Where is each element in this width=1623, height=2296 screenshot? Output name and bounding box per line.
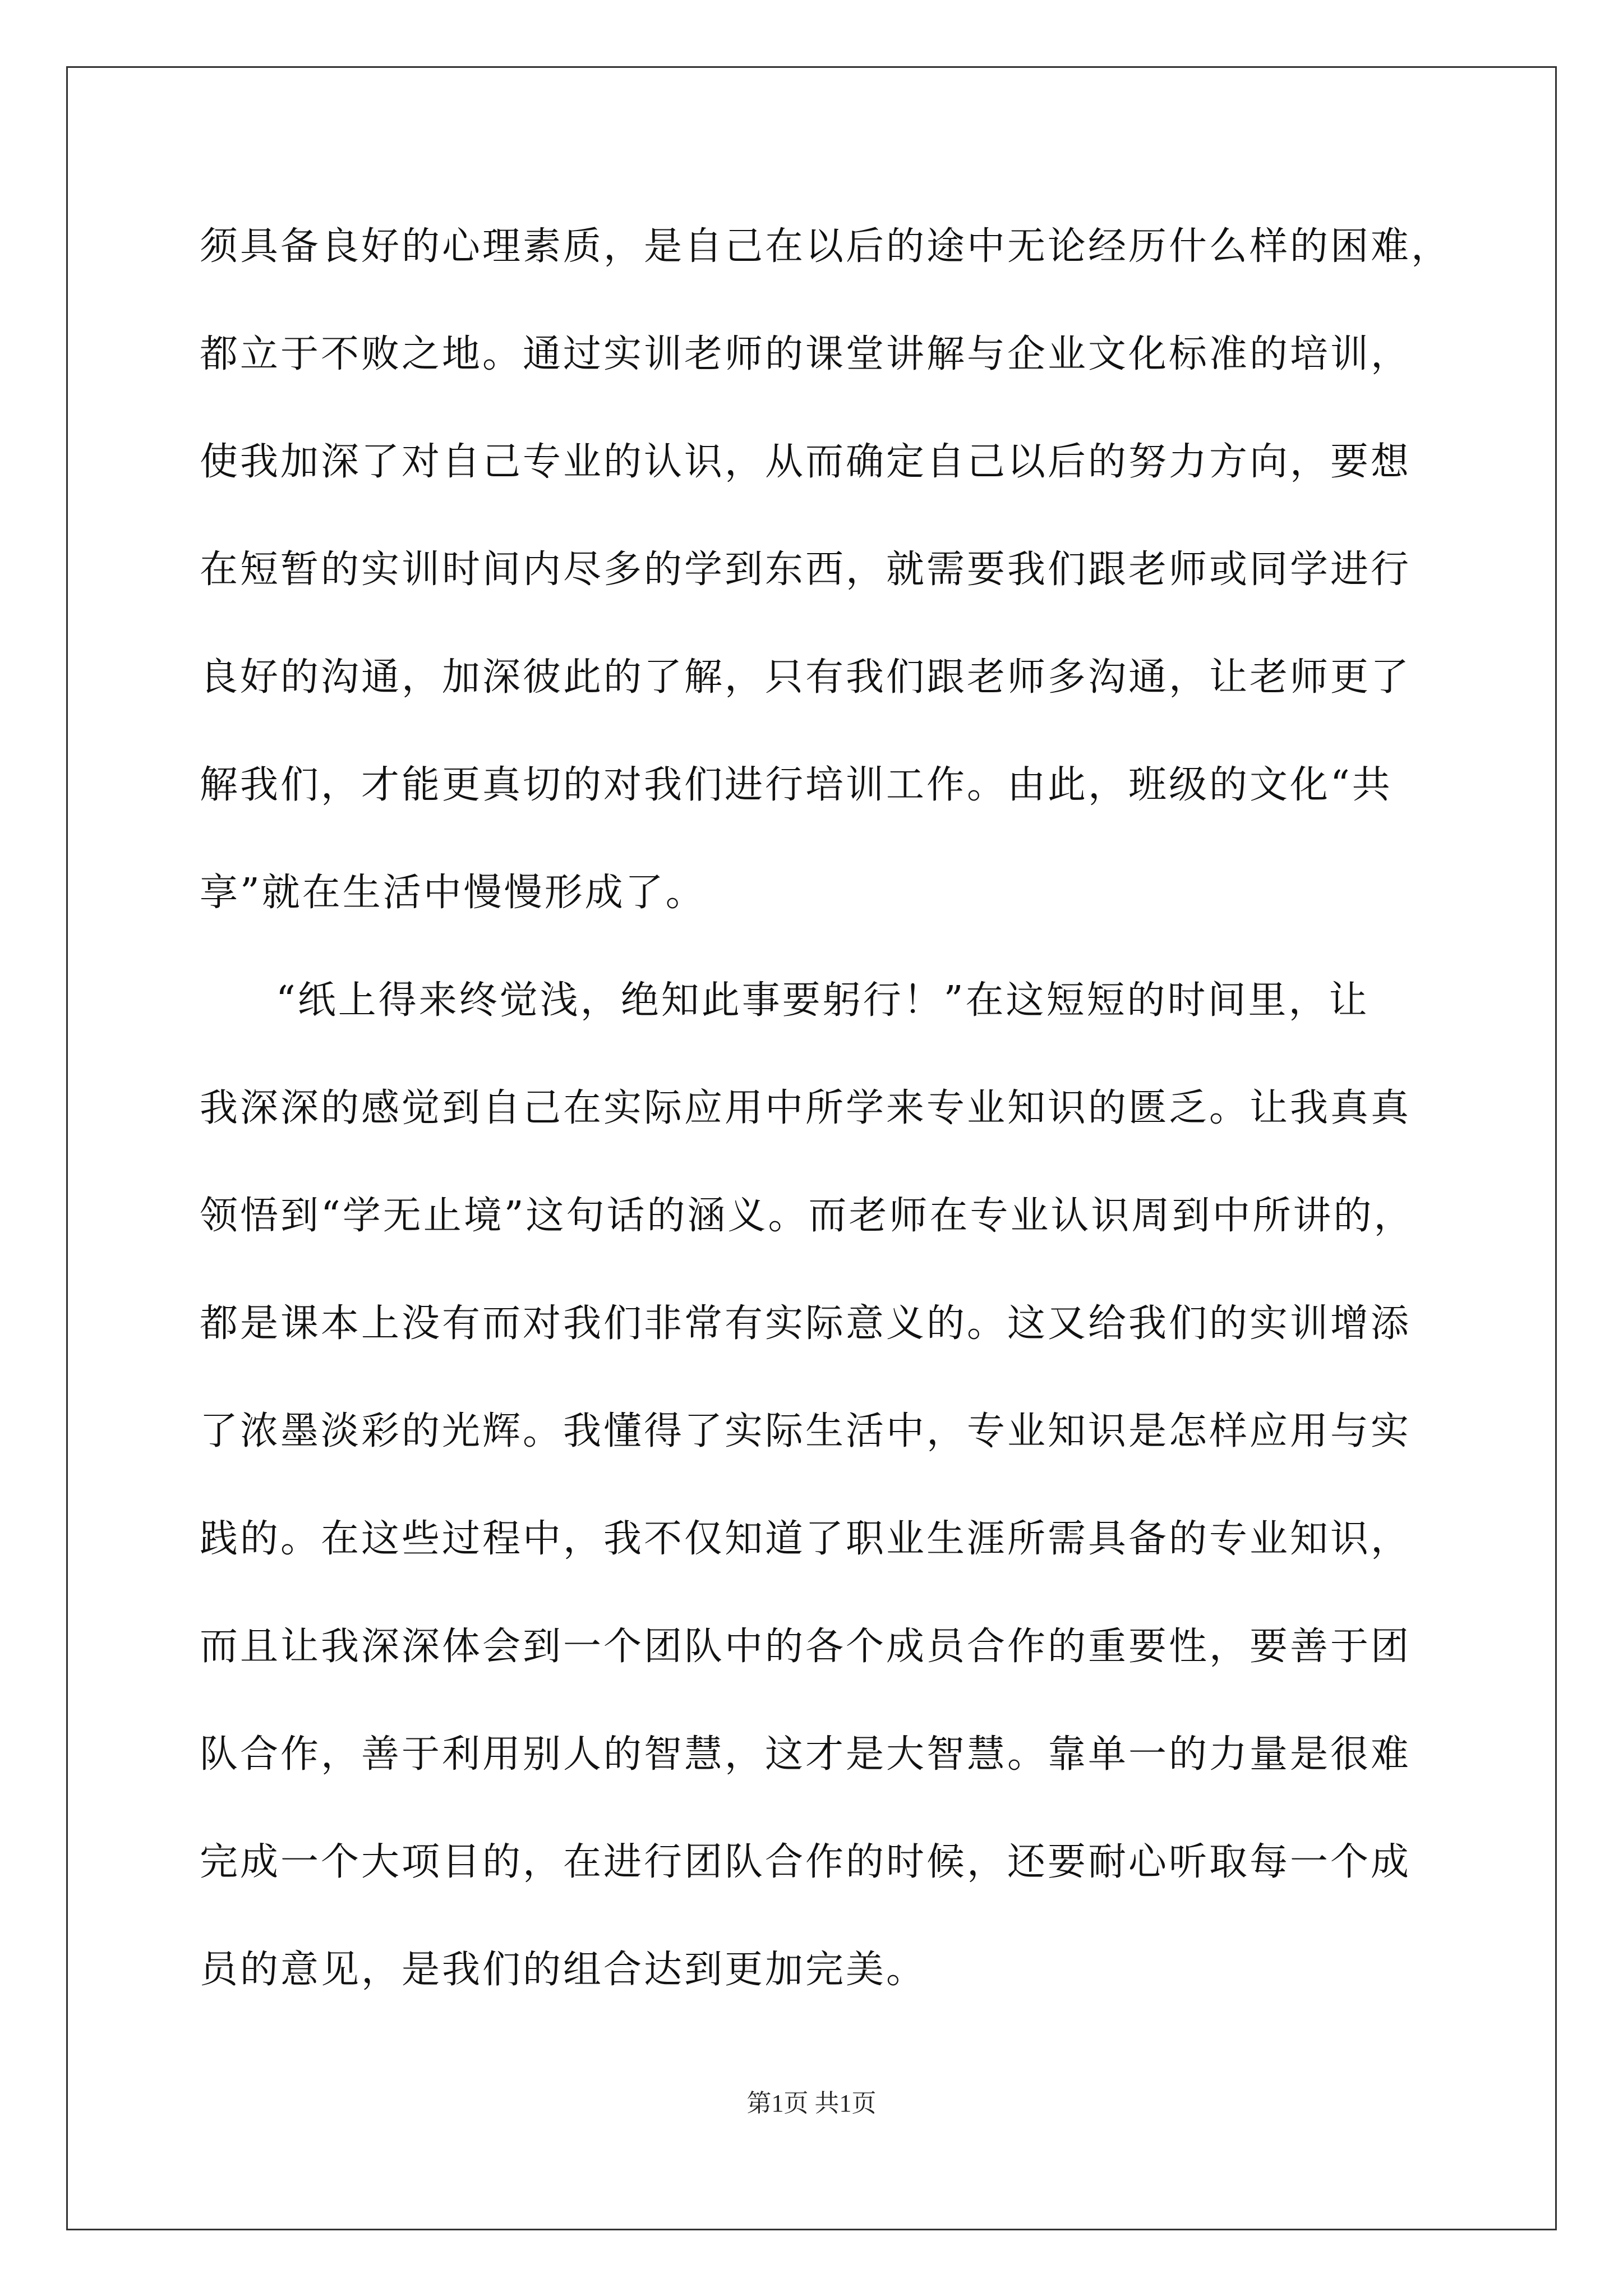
paragraph-start-line: “纸上得来终觉浅，绝知此事要躬行！”在这短短的时间里，让 [276,978,1370,1023]
text-line: 而且让我深深体会到一个团队中的各个成员合作的重要性，要善于团 [200,1625,1412,1669]
text-line: 我深深的感觉到自己在实际应用中所学来专业知识的匮乏。让我真真 [200,1086,1412,1130]
text-line: 须具备良好的心理素质，是自己在以后的途中无论经历什么样的困难， [200,224,1452,269]
text-line: 都立于不败之地。通过实训老师的课堂讲解与企业文化标准的培训， [200,332,1412,376]
text-line: 员的意见，是我们的组合达到更加完美。 [200,1948,927,1992]
text-line: 都是课本上没有而对我们非常有实际意义的。这又给我们的实训增添 [200,1301,1412,1346]
text-line: 了浓墨淡彩的光辉。我懂得了实际生活中，专业知识是怎样应用与实 [200,1409,1412,1453]
text-line: 良好的沟通，加深彼此的了解，只有我们跟老师多沟通，让老师更了 [200,655,1412,700]
text-line: 使我加深了对自己专业的认识，从而确定自己以后的努力方向，要想 [200,440,1412,484]
text-line: 队合作，善于利用别人的智慧，这才是大智慧。靠单一的力量是很难 [200,1732,1412,1777]
document-body [200,218,1452,2049]
page-number-footer: 第1页 共1页 [746,2090,877,2117]
text-line: 解我们，才能更真切的对我们进行培训工作。由此，班级的文化“共 [200,763,1393,807]
text-line: 践的。在这些过程中，我不仅知道了职业生涯所需具备的专业知识， [200,1517,1412,1561]
text-line: 领悟到“学无止境”这句话的涵义。而老师在专业认识周到中所讲的， [200,1194,1414,1238]
text-line: 在短暂的实训时间内尽多的学到东西，就需要我们跟老师或同学进行 [200,547,1412,592]
text-line: 完成一个大项目的，在进行团队合作的时候，还要耐心听取每一个成 [200,1840,1412,1884]
text-line: 享”就在生活中慢慢形成了。 [200,871,706,915]
